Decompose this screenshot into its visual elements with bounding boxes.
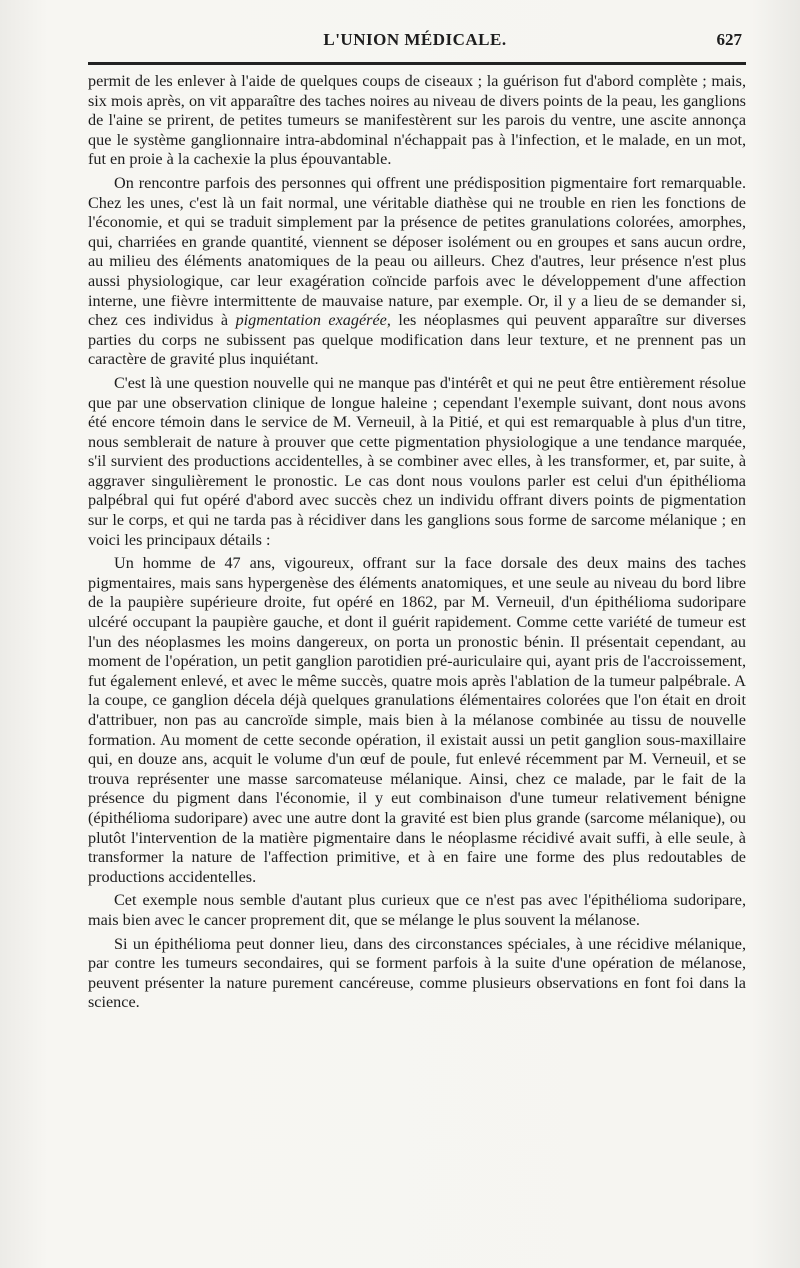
paragraph-6: [88, 935, 746, 1013]
paragraph-1: [88, 72, 746, 170]
text-run: Si un épithélioma peut donner lieu, dans des circonstances spéciales, à une récidive mélanique, par contre les tumeurs secondaires, qui se forment parfois à la suite d'une opération de mélanose, peuvent présenter la nature purement cancéreuse, comme plusieurs observations en font foi dans la science.: [88, 934, 746, 1012]
paragraph-5: [88, 891, 746, 930]
text-run: , les néoplasmes qui peuvent apparaître sur diverses parties du corps ne subissent pas quelque modification dans leur texture, et ne prennent pas un caractère de gravité plus inquiétant.: [88, 311, 747, 369]
text-run: C'est là une question nouvelle qui ne manque pas d'intérêt et qui ne peut être entièrement résolue que par une observation clinique de longue haleine ; cependant l'exemple suivant, dont nous avons été encore témoin dans le service de M. Verneuil, à la Pitié, et qui est remarquable à plus d'un titre, nous semblerait de nature à prouver que cette pigmentation physiologique a une tendance marquée, s'il survient des productions accidentelles, à se combiner avec elles, à les transformer, et, par suite, à aggraver singulièrement le pronostic. Le cas dont nous voulons parler est celui d'un épithélioma palpébral qui fut opéré d'abord avec succès chez un individu offrant divers points de pigmentation sur le corps, et qui ne tarda pas à récidiver dans les ganglions sous forme de sarcome mélanique ; en voici les principaux détails :: [88, 373, 746, 549]
page-number: 627: [716, 30, 742, 49]
header-rule: [88, 62, 746, 65]
article-body: [88, 72, 746, 1017]
italic-phrase: pigmentation exagérée: [235, 311, 387, 330]
text-run: permit de les enlever à l'aide de quelques coups de ciseaux ; la guérison fut d'abord complète ; mais, six mois après, on vit apparaître des taches noires au niveau de divers points de la peau, les ganglions de l'aine se prirent, de petites tumeurs se manifestèrent sur les parois du ventre, une ascite annonça que le système ganglionnaire intra-abdominal n'échappait pas à l'infection, et le malade, en un mot, fut en proie à la cachexie la plus épouvantable.: [88, 72, 746, 169]
paragraph-4: [88, 554, 746, 887]
running-header: [88, 30, 742, 56]
text-run: Un homme de 47 ans, vigoureux, offrant sur la face dorsale des deux mains des taches pigmentaires, mais sans hypergenèse des éléments anatomiques, et une seule au niveau du bord libre de la paupière supérieure droite, fut opéré en 1862, par M. Verneuil, d'un épithélioma sudoripare ulcéré occupant la paupière gauche, et dont il guérit rapidement. Comme cette variété de tumeur est l'un des néoplasmes les moins dangereux, on porta un pronostic bénin. Il présentait cependant, au moment de l'opération, un petit ganglion parotidien pré-auriculaire qui, ayant pris de l'accroissement, fut également enlevé, et avec le même succès, quatre mois après l'ablation de la tumeur palpébrale. A la coupe, ce ganglion décela déjà quelques granulations élémentaires colorées que l'on était en droit d'attribuer, non pas au cancroïde simple, mais bien à la mélanose combinée au tissu de nouvelle formation. Au moment de cette seconde opération, il existait aussi un petit ganglion sous-maxillaire qui, en douze ans, acquit le volume d'un œuf de poule, fut enlevé récemment par M. Verneuil, et se trouva représenter une masse sarcomateuse mélanique. Ainsi, chez ce malade, par le fait de la présence du pigment dans l'économie, il y eut combinaison d'une tumeur relativement bénigne (épithélioma sudoripare) avec une autre dont la gravité est bien plus grande (sarcome mélanique), ou plutôt l'intervention de la matière pigmentaire dans le néoplasme récidivé avait suffi, à elle seule, à transformer la nature de l'affection primitive, et à en faire une forme des plus redoutables de productions accidentelles.: [88, 554, 746, 886]
text-run: On rencontre parfois des personnes qui offrent une prédisposition pigmentaire fort remarquable. Chez les unes, c'est là un fait normal, une véritable diathèse qui ne trouble en rien les fonctions de l'économie, et qui se traduit simplement par la présence de petites granulations colorées, amorphes, qui, charriées en grande quantité, viennent se déposer isolément ou en groupes et sans aucun ordre, au milieu des éléments anatomiques de la peau ou ailleurs. Chez d'autres, leur présence n'est plus aussi physiologique, car leur exagération coïncide parfois avec le développement d'une affection interne, une fièvre intermittente de mauvaise nature, par exemple. Or, il y a lieu de se demander si, chez ces individus à: [88, 173, 746, 330]
journal-title: L'UNION MÉDICALE.: [323, 30, 507, 49]
paragraph-2: [88, 174, 746, 370]
paragraph-3: [88, 374, 746, 550]
text-run: Cet exemple nous semble d'autant plus curieux que ce n'est pas avec l'épithélioma sudoripare, mais bien avec le cancer proprement dit, que se mélange le plus souvent la mélanose.: [88, 891, 746, 929]
